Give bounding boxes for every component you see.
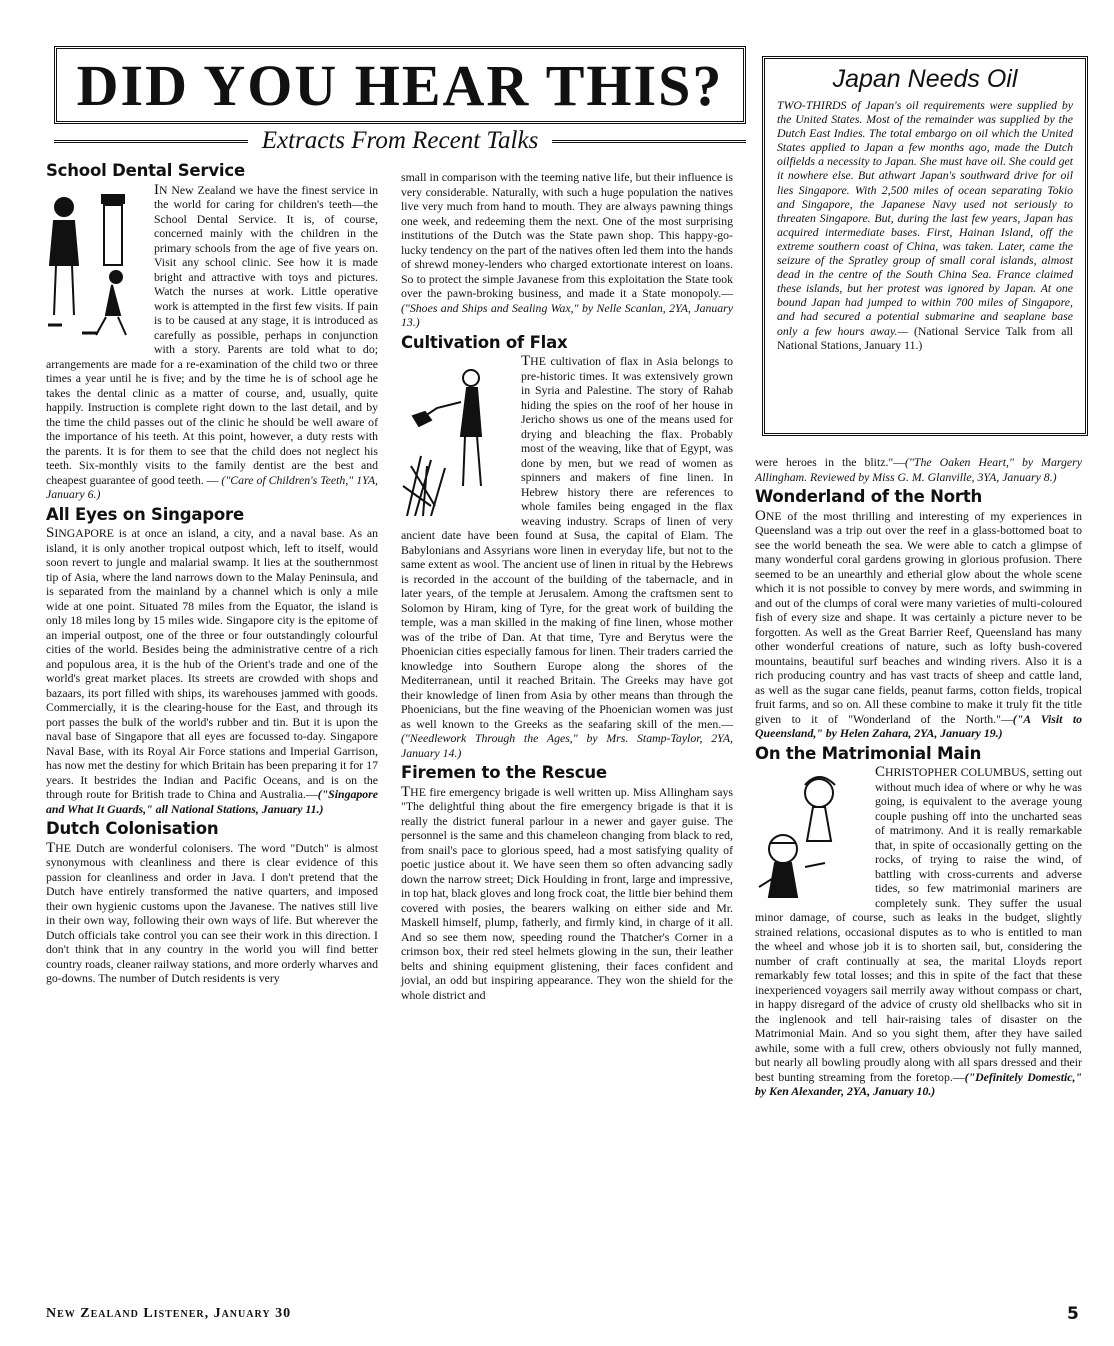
dental-citation: ("Care of Children's Teeth," 1YA, January 6.): [46, 472, 378, 501]
flax-illustration: [401, 356, 513, 516]
firemen-text-continued: were heroes in the blitz."—: [755, 455, 906, 469]
dutch-citation: ("Shoes and Ships and Sealing Wax," by Nelle Scanlan, 2YA, January 13.): [401, 300, 733, 329]
matrimonial-heading: On the Matrimonial Main: [755, 743, 982, 763]
dutch-body: [46, 841, 378, 986]
dental-text: N New Zealand we have the finest service in the world for caring for children's teeth—the School Dental Service. It is, of course, concerned mainly with the children in the primary schools from the age of five years on. Visit any school clinic. See how it is made bright and attractive with toys and pictures. Watch the nurses at work. Little operative work is attempted in the first few visits. If pain is to be caused at any stage, it is introduced as carefully as possible, perhaps in conjunction with a story. Parents are told what to do; arrangements are made for a re-examination of the child two or three times a year until he is five; and by the time he is of school age he takes the dental clinic as a matter of course, and, usually, quite happily. Instruction is complete right down to the last detail, and by the time the child passes out of the clinic he should be well aware of the importance of his teeth. At this point, however, a duty rests with the parents. It is for them to see that the child does not neglect his teeth. Six-monthly visits to the family dentist are the best and cheapest guarantee of good teeth. —: [46, 182, 378, 487]
page-title: DID YOU HEAR THIS?: [76, 52, 724, 118]
matrimonial-body: [755, 765, 1082, 1099]
matrimonial-citation: ("Definitely Domestic," by Ken Alexander, 2YA, January 10.): [755, 1069, 1082, 1098]
singapore-citation: ("Singapore and What It Guards," all National Stations, January 11.): [46, 787, 378, 816]
japan-article-box: [762, 56, 1088, 436]
matrimonial-dropcap: C: [875, 764, 886, 780]
subtitle-rule-right: [552, 140, 746, 143]
column-1: [46, 158, 378, 990]
dental-dropcap: I: [154, 181, 159, 198]
dental-body: [46, 183, 378, 502]
wonderland-text: NE of the most thrilling and interesting of my experiences in Queensland was a trip out over the reef in a glass-bottomed boat to see the world beneath the sea. We were able to catch a glimpse of many wonderful coral gardens growing in glorious profusion. There seemed to be an unearthly and etherial glow about the whole scene which it is not possible to convey by mere words, and swimming in and out of the clumps of coral were many varieties of multi-coloured fish of every size and shape. It was certainly a picture never to be forgotten. As well as the Great Barrier Reef, Queensland has many other wonderful creations of nature, such as lofty bush-covered mountains, beautiful surf beaches and winding rivers. Also it is a rich producing country and has vast tracts of sheep and cattle land, as well as the sugar cane fields, peanut farms, cotton fields, tropical fruit farms, and so on. All these combine to make it truly fit the title given to it of "Wonderland of the North."—: [755, 508, 1082, 726]
column-2: [401, 170, 733, 1006]
dutch-text: HE Dutch are wonderful colonisers. The word "Dutch" is almost synonymous with cleanliness and there is clear evidence of this passion for cleanliness and order in Java. I don't pretend that the Dutch have entirely transformed the native quarters, and imposed their own hygienic customs upon the Javanese. The natives still live in their own way, following their own ways of life. But wherever the Dutch officials take control you can see their work in this direction. I don't think that in any country in the world you will find better country roads, cleaner railway stations, and more orderly wharves and go-downs. The number of Dutch residents is very: [46, 840, 378, 985]
dental-heading: School Dental Service: [46, 161, 245, 180]
column-3: [755, 455, 1082, 1103]
japan-dropcap: T: [777, 98, 784, 112]
subtitle-rule-left: [54, 140, 248, 143]
japan-text: WO-THIRDS of Japan's oil requirements were supplied by the United States. Most of the remainder was supplied by the Dutch East Indies. The total embargo on oil which the United States applied to Japan a few months ago, made the Dutch oilfields a necessity to Japan. She must have oil. She could get it nowhere else. But athwart Japan's southward drive for oil lies Singapore. With 2,500 miles of ocean separating Tokio and Singapore, the Japanese Navy used not seriously to threaten Singapore. But, during the last few years, Japan has acquired intermediate bases. First, Hainan Island, off the extreme southern coast of China, was taken. Later, came the seizure of the Spratley group of small coral islands, almost dead in the centre of the South China Sea. France claimed these islands, but her protest was ignored by Japan. At one bound Japan had jumped to within 700 miles of Singapore, and had secured a potential submarine and seaplane base only a few hours away.—: [777, 98, 1073, 338]
masthead-title-box: [54, 46, 746, 124]
dutch-heading: Dutch Colonisation: [46, 819, 219, 838]
flax-dropcap: T: [521, 353, 531, 369]
singapore-dropcap: S: [46, 525, 55, 541]
firemen-text: HE fire emergency brigade is well written up. Miss Allingham says "The delightful thing about the fire emergency brigade is that it is really the district funeral parlour in a newer and gayer guise. The personnel is the same and this chameleon changing from black to red, from snail's pace to glorious speed, had a most satisfying quality of poetic justice about it. We have seen them so often advancing sadly down the narrow street; Dick Houlding in front, large and impressive, in top hat, black gloves and long frock coat, the little bier behind them covered with posies, the bearers walking on either side and Mr. Maskell himself, plump, fatherly, and firmly kind, in charge of it all. And so see them now, speeding round the Thatcher's Corner in a crimson box, their red steel helmets glowing in the sun, their leather belts and shining equipment glistening, their faces confident and jovial, an odd but inspiring appearance. They won the shield for the whole district and: [401, 784, 733, 1002]
flax-body: [401, 354, 733, 760]
singapore-body: [46, 526, 378, 816]
firemen-dropcap: T: [401, 783, 411, 800]
singapore-heading: All Eyes on Singapore: [46, 504, 244, 524]
wonderland-dropcap: O: [755, 507, 766, 524]
page-number: 5: [1067, 1304, 1079, 1324]
subtitle-row: [54, 126, 746, 156]
wonderland-body: [755, 509, 1082, 741]
firemen-body: [401, 785, 733, 1003]
matrimonial-text: HRISTOPHER COLUMBUS, setting out without much idea of where or why he was going, is equivalent to the average young couple pushing off into the uncharted seas of matrimony. And it is really remarkable that, in spite of occasionally getting on the rocks, of trying to raise the wind, of battling with cross-currents and adverse tides, so few matrimonial mariners are completely sunk. They suffer the usual minor damage, of course, such as leaks in the budget, slightly strained relations, occasional disputes as to who is entitled to man the wheel and whose job it is to shorten sail, but, considering the number of craft continually at sea, the marital Lloyds report remarkably few total losses; and this in spite of the fact that these inexperienced voyagers sail merrily away without compass or chart, in happy disregard of the advice of crusty old shellbacks who sit in the inglenook and tell hair-raising tales of disaster on the Matrimonial Main. And so you sight them, after they have sailed awhile, some with a full crew, others obviously not fully manned, but nearly all bowling proudly along with all spars dressed and their best bunting streaming from the foretop.—: [755, 765, 1082, 1084]
japan-heading: Japan Needs Oil: [832, 65, 1018, 93]
wonderland-citation: ("A Visit to Queensland," by Helen Zahara, 2YA, January 19.): [755, 711, 1082, 740]
wonderland-heading: Wonderland of the North: [755, 487, 983, 506]
page-subtitle: Extracts From Recent Talks: [261, 127, 539, 154]
dentist-illustration: [46, 185, 146, 341]
flax-heading: Cultivation of Flax: [401, 332, 568, 352]
singapore-text: INGAPORE is at once an island, a city, and a naval base. As an island, it is only another tropical outpost which, left to itself, would soon revert to jungle and malarial swamp. It lies at the southernmost tip of Asia, where the land narrows down to the Malay Peninsula, and is separated from the mainland by a channel which is only a mile wide at one point. Situated 78 miles from the Equator, the island is only 18 miles long by 15 miles wide. Singapore city is the epitome of an imperial outpost, one of the three or four outstandingly colourful cities of the world. Besides being the administrative centre of a rich and populous area, it is the hub of the Orient's trade and one of the world's great market places. Its streets are crowded with shops and bazaars, its port filled with ships, its warehouses jammed with goods. Commercially, it is the clearing-house for the East, and through its port passes the bulk of the world's rubber and tin. But it is upon the naval base of Singapore that all eyes are focussed to-day. Singapore Naval Base, with its Royal Air Force stations and Imperial Garrison, has now met the destiny for which Britain has been preparing it for 17 years. It bestrides the Indian and Pacific Oceans, and is on the through route for British trade to China and Australia.—: [46, 526, 378, 801]
flax-citation: ("Needlework Through the Ages," by Mrs. Stamp-Taylor, 2YA, January 14.): [401, 731, 733, 760]
publication-footer: New Zealand Listener, January 30: [46, 1306, 292, 1321]
dutch-text-continued: small in comparison with the teeming native life, but their influence is very considerable. Naturally, with such a huge population the natives live very much from hand to mouth. They are always pawning things one week, and redeeming them the next. One of the most surprising institutions of the Dutch was the State pawn shop. This happy-go-lucky tendency on the part of the natives often led them into the hands of shrewd money-lenders who charged extortionate interest on loans. So to protect the simple Javanese from this exploitation the State took over the pawn-broking business, and made it a State monopoly.—: [401, 170, 733, 300]
japan-citation: (National Service Talk from all National Stations, January 11.): [777, 323, 1073, 352]
firemen-citation: ("The Oaken Heart," by Margery Allingham. Reviewed by Miss G. M. Glanville, 3YA, January 8.): [755, 455, 1082, 484]
dutch-body-continued: [401, 170, 733, 330]
firemen-body-continued: [755, 455, 1082, 484]
couple-illustration: [755, 767, 867, 907]
flax-text: HE cultivation of flax in Asia belongs to pre-historic times. It was extensively grown in Syria and Palestine. The story of Rahab hiding the spies on the roof of her house in Jericho shows us one of the means used for drying and bleaching the flax. Probably most of the weaving, like that of Egypt, was done by men, but we read of women as spinners and makers of fine linen. In Hebrew history there are references to whole familes being engaged in the flax weaving industry. Scraps of linen of very ancient date have been found at Susa, the capital of Elam. The Babylonians and Assyrians wore linen in everyday life, but not to the same extent as wool. The ancient use of linen in ritual by the Hebrews is recorded in the account of the building of the tabernacle, and in later years, of the temple at Jerusalem. Among the craftsmen sent to Solomon by Hiram, king of Tyre, for the great work of building the temple, was a man skilled in the making of fine linen, whose mother was of the tribe of Dan. At that time, Tyre and Berytus were the Phoenician cities especially famous for linen. Their traders carried the knowledge into Southern Europe along the shores of the Mediterranean, until it reached Britain. The Greeks may have got their knowledge of linen from Asia by other means than through the Phoenicians, but the fine weaving of the Phoenician women was just as well known to the Greeks as the seafaring skill of the men.—: [401, 354, 733, 731]
firemen-heading: Firemen to the Rescue: [401, 763, 607, 782]
dutch-dropcap: T: [46, 839, 56, 856]
japan-body: [777, 98, 1073, 352]
